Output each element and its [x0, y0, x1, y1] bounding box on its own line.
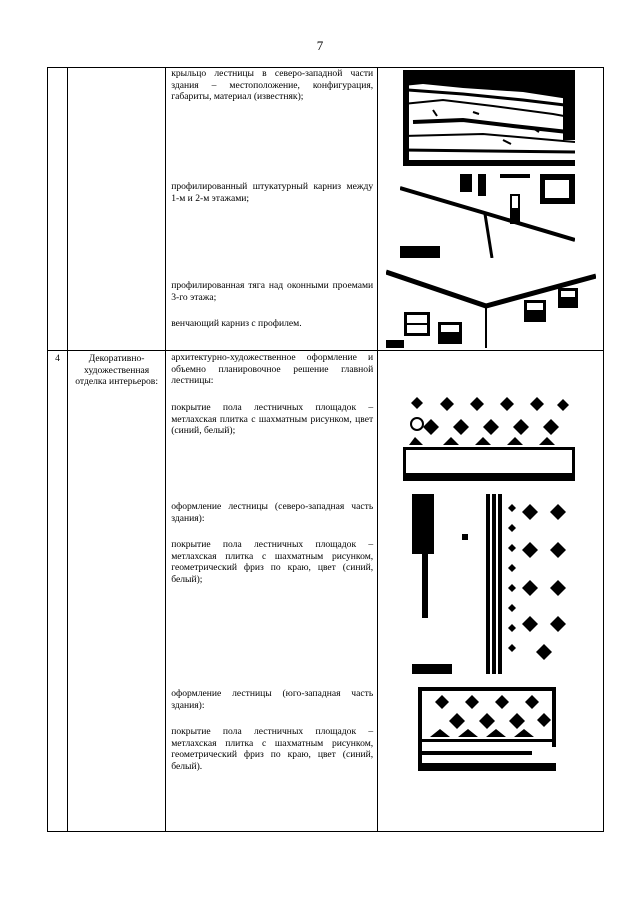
- row-number: [48, 68, 68, 351]
- main-stair-tile-photo: [403, 387, 575, 481]
- description-item: профилированная тяга над оконными проемами 3-го этажа;: [171, 280, 374, 303]
- document-table: [47, 67, 604, 832]
- page-number: 7: [316, 38, 324, 53]
- sw-stair-tile-photo: [418, 687, 556, 771]
- row-number: 4: [48, 351, 68, 832]
- porch-photo: [403, 70, 575, 166]
- description-item: оформление лестницы (северо-западная часть здания):: [171, 501, 374, 524]
- description-item: покрытие пола лестничных площадок – метлахская плитка с шахматным рисунком, цвет (синий, белый);: [171, 402, 374, 437]
- element-name: Декоративно-художественная отделка интерьеров:: [68, 351, 166, 832]
- roof-cornice-photo: [386, 264, 596, 348]
- description-item: оформление лестницы (юго-западная часть здания):: [171, 688, 374, 711]
- photo-cell: [377, 351, 603, 832]
- description-item: крыльцо лестницы в северо-западной части здания – местоположение, конфигурация, габариты, материал (известняк);: [171, 68, 374, 103]
- photo-cell: [377, 68, 603, 351]
- description-item: профилированный штукатурный карниз между 1-м и 2-м этажами;: [171, 181, 374, 204]
- cornice-photo: [400, 174, 575, 258]
- table-row: [48, 351, 604, 832]
- description-item: архитектурно-художественное оформление и объемно планировочное решение главной лестницы:: [171, 352, 374, 387]
- nw-stair-tile-photo: [412, 494, 576, 674]
- description-cell: [166, 68, 377, 351]
- table-row: [48, 68, 604, 351]
- description-item: венчающий карниз с профилем.: [171, 318, 302, 329]
- description-item: покрытие пола лестничных площадок – метлахская плитка с шахматным рисунком, геометрический фриз по краю, цвет (синий, белый);: [171, 539, 374, 586]
- element-name: [68, 68, 166, 351]
- description-cell: [166, 351, 377, 832]
- description-item: покрытие пола лестничных площадок – метлахская плитка с шахматным рисунком, геометрический фриз по краю, цвет (синий, белый).: [171, 726, 374, 773]
